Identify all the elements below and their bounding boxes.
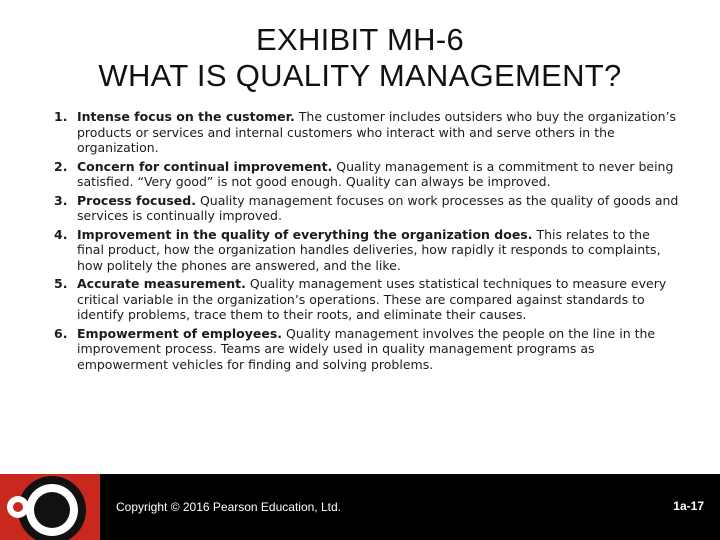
slide-number: 1a-17 xyxy=(673,499,704,513)
pearson-logo-graphic xyxy=(0,474,100,540)
list-item xyxy=(50,326,680,373)
item-heading: Intense focus on the customer. xyxy=(77,109,295,124)
item-text: Quality management involves the people on the line in the improvement process. Teams are widely used in quality management programs as empowerment vehicles for finding and solving problems. xyxy=(77,325,656,372)
item-heading: Concern for continual improvement. xyxy=(77,158,333,174)
pearson-logo-icon xyxy=(0,474,100,540)
item-number: 1. xyxy=(54,109,68,124)
footer-bar xyxy=(0,474,720,540)
item-number: 4. xyxy=(54,226,68,242)
item-text: Quality management uses statistical techniques to measure every critical variable in the organization’s operations. These are compared against standards to identify problems, trace them to their roots, and eliminate their causes. xyxy=(77,276,667,322)
item-number: 2. xyxy=(54,158,68,174)
title-line-2: WHAT IS QUALITY MANAGEMENT? xyxy=(98,58,622,93)
item-number: 6. xyxy=(54,325,68,341)
copyright-text: Copyright © 2016 Pearson Education, Ltd. xyxy=(116,500,341,514)
list-item xyxy=(50,109,680,156)
item-number: 3. xyxy=(54,192,68,208)
item-text: Quality management focuses on work processes as the quality of goods and services is continually improved. xyxy=(77,192,679,223)
item-text: Quality management is a commitment to never being satisfied. “Very good” is not good enough. Quality can always be improved. xyxy=(77,158,674,189)
item-text: This relates to the final product, how the organization handles deliveries, how rapidly it responds to complaints, how politely the phones are answered, and the like. xyxy=(77,226,661,273)
item-heading: Accurate measurement. xyxy=(77,276,246,291)
quality-management-list xyxy=(50,109,680,372)
item-text: The customer includes outsiders who buy the organization’s products or services and internal customers who interact with and serve others in the organization. xyxy=(77,109,676,155)
slide-title xyxy=(0,22,720,94)
list-item xyxy=(50,227,680,274)
title-line-1: EXHIBIT MH-6 xyxy=(255,22,464,57)
list-item xyxy=(50,276,680,323)
list-item xyxy=(50,159,680,190)
item-heading: Empowerment of employees. xyxy=(77,325,283,341)
list-item xyxy=(50,193,680,224)
item-number: 5. xyxy=(54,276,68,291)
item-heading: Process focused. xyxy=(77,192,196,208)
item-heading: Improvement in the quality of everything the organization does. xyxy=(77,226,533,242)
